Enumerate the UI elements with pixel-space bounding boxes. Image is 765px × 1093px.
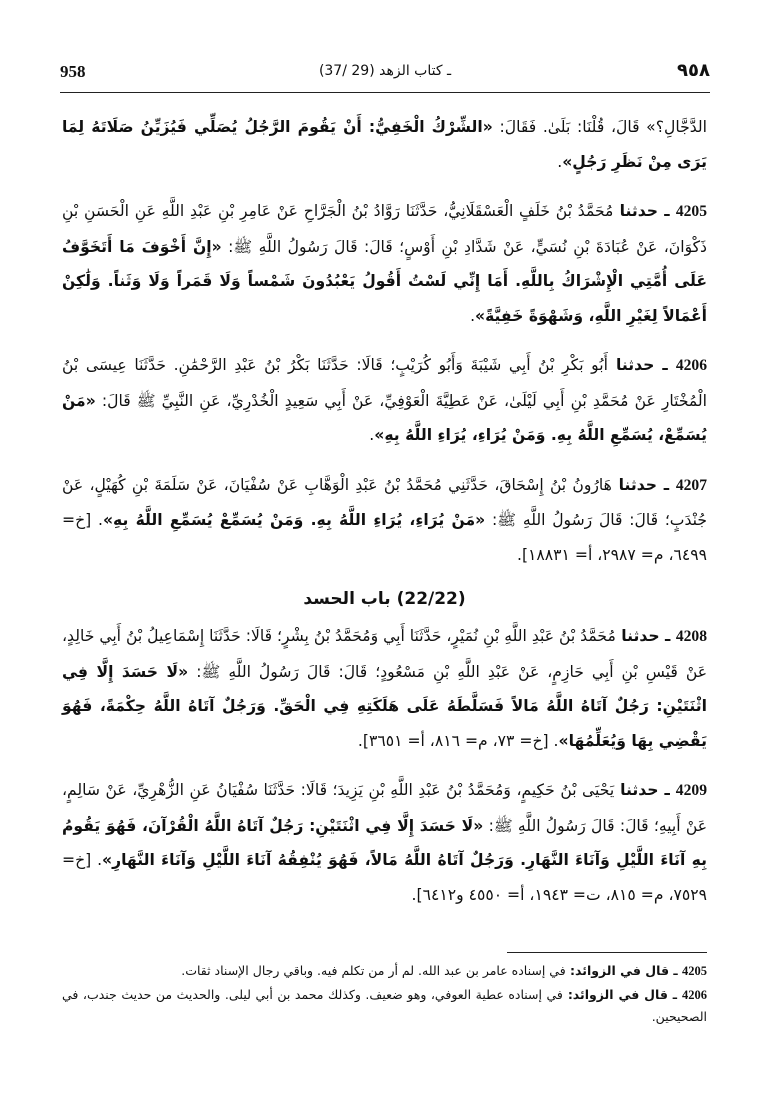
hadith-4207 [62,468,707,573]
end-mark: . [369,426,375,444]
continuation-paragraph [62,110,707,179]
hadith-4205 [62,194,707,333]
haddathana-keyword: ـ حدثنا [611,475,676,494]
footnotes [62,960,707,1030]
main-text [62,110,707,927]
footnote-rule [507,952,707,953]
page-header [60,60,710,90]
hadith-isnad: أَبُو بَكْرِ بْنُ أَبِي شَيْبَةَ وَأَبُو كُرَيْبٍ؛ قَالَا: حَدَّثَنَا بَكْرُ بْنُ عَبْدِ الرَّحْمَٰنِ. حَدَّثَنَا عِيسَى بْنُ الْمُخْتَارِ عَنْ مُحَمَّدِ بْنِ أَبِي لَيْلَىٰ، عَنْ عَطِيَّةَ الْعَوْفِيِّ، عَنْ أَبِي سَعِيدٍ الْخُدْرِيِّ، عَنِ النَّبِيِّ ﷺ قَالَ: [62,356,707,410]
hadith-matn: «مَنْ يُرَاءِ، يُرَاءِ اللَّهُ بِهِ. وَمَنْ يُسَمِّعْ يُسَمِّعِ اللَّهُ بِهِ» [102,511,486,529]
running-title: (37/ 29) ـ كتاب الزهد [318,63,452,79]
haddathana-keyword: ـ حدثنا [613,202,676,220]
hadith-4206 [62,348,707,453]
hadith-isnad: هَارُونُ بْنُ إِسْحَاقَ، حَدَّثَنِي مُحَمَّدُ بْنُ عَبْدِ الْوَهَّابِ عَنْ سُفْيَانَ، عَنْ سَلَمَةَ بْنِ كُهَيْلٍ، عَنْ جُنْدَبٍ؛ قَالَ: قَالَ رَسُولُ اللَّهِ ﷺ: [62,475,707,529]
end-mark: . [557,152,563,171]
page-number-latin: 958 [60,62,86,81]
footnote-text: في إسناده عطية العوفي، وهو ضعيف. وكذلك محمد بن أبي ليلى. والحديث من حديث جندب، في الصحيحين. [62,987,707,1024]
hadith-4209 [62,773,707,912]
hadith-isnad: مُحَمَّدُ بْنُ عَبْدِ اللَّهِ بْنِ نُمَيْرٍ، حَدَّثَنَا أَبِي وَمُحَمَّدُ بْنُ بِشْرٍ؛ قَالَا: حَدَّثَنَا إِسْمَاعِيلُ بْنُ أَبِي خَالِدٍ، عَنْ قَيْسِ بْنِ أَبِي حَازِمٍ، عَنْ عَبْدِ اللَّهِ بْنِ مَسْعُودٍ؛ قَالَ: قَالَ رَسُولُ اللَّهِ ﷺ: [62,627,708,681]
haddathana-keyword: ـ حدثنا [614,781,676,799]
footnote-number: 4206 [682,988,707,1002]
haddathana-keyword: ـ حدثنا [615,627,676,645]
continuation-text: الدَّجَّالِ؟» قَالَ، قُلْنَا: بَلَىٰ. فَقَالَ: [492,118,707,136]
haddathana-keyword: ـ حدثنا [607,356,676,374]
header-rule [60,92,710,93]
hadith-matn: «مَنْ يُسَمِّعْ، يُسَمِّعِ اللَّهُ بِهِ. وَمَنْ يُرَاءِ، يُرَاءِ اللَّهُ بِهِ» [62,391,707,444]
hadith-matn: «لَا حَسَدَ إِلَّا فِي اثْنَتَيْنِ: رَجُلٌ آتَاهُ اللَّهُ مَالاً فَسَلَّطَهُ عَلَى هَلَكَتِهِ فِي الْحَقِّ. وَرَجُلٌ آتَاهُ اللَّهُ حِكْمَةً، فَهُوَ يَقْضِي بِهَا وَيُعَلِّمُهَا» [62,662,707,750]
footnote-text: في إسناده عامر بن عبد الله. لم أر من تكلم فيه. وباقي رجال الإسناد ثقات. [181,963,566,978]
hadith-matn: «لَا حَسَدَ إِلَّا فِي اثْنَتَيْنِ: رَجُلٌ آتَاهُ اللَّهُ الْقُرْآنَ، فَهُوَ يَقُومُ بِهِ آنَاءَ اللَّيْلِ وَآنَاءَ النَّهَارِ. وَرَجُلٌ آتَاهُ اللَّهُ مَالاً، فَهُوَ يُنْفِقُهُ آنَاءَ اللَّيْلِ وَآنَاءَ النَّهَارِ» [62,816,707,869]
hadith-number: 4206 [675,357,707,374]
footnote-number: 4205 [682,964,707,978]
hadith-number: 4208 [675,628,707,645]
end-mark: . [470,306,476,325]
page-number-arabic: ٩٥٨ [677,60,710,81]
footnote-4206 [62,984,707,1028]
takhrij-reference: . [خ= ٧٥٢٩، م= ٨١٥، ت= ١٩٤٣، أ= ٤٥٥٠ و٦٤١٢]. [62,851,707,904]
hadith-isnad: مُحَمَّدُ بْنُ خَلَفٍ الْعَسْقَلَانِيُّ، حَدَّثَنَا رَوَّادُ بْنُ الْجَرَّاحِ عَنْ عَامِرِ بْنِ عَبْدِ اللَّهِ عَنِ الْحَسَنِ بْنِ ذَكْوَانَ، عَنْ عُبَادَةَ بْنِ نُسَيٍّ، عَنْ شَدَّادِ بْنِ أَوْسٍ؛ قَالَ: قَالَ رَسُولُ اللَّهِ ﷺ: [62,202,707,256]
footnote-4205 [62,960,707,982]
footnote-label: ـ قال في الزوائد: [562,987,682,1002]
chapter-heading: (22/22) باب الحسد [303,589,466,609]
hadith-number: 4205 [675,203,707,220]
hadith-4208 [62,619,707,758]
hadith-matn: «الشِّرْكُ الْخَفِيُّ: أَنْ يَقُومَ الرَّجُلُ يُصَلِّي فَيُزَيِّنُ صَلَاتَهُ لِمَا يَرَى مِنْ نَظَرِ رَجُلٍ» [62,118,707,171]
hadith-number: 4207 [675,476,707,494]
hadith-isnad: يَحْيَى بْنُ حَكِيمٍ، وَمُحَمَّدُ بْنُ عَبْدِ اللَّهِ بْنِ يَزِيدَ؛ قَالَا: حَدَّثَنَا سُفْيَانُ عَنِ الزُّهْرِيِّ، عَنْ سَالِمٍ، عَنْ أَبِيهِ؛ قَالَ: قَالَ رَسُولُ اللَّهِ ﷺ: [62,781,707,835]
hadith-number: 4209 [675,782,707,799]
takhrij-reference: . [خ= ٦٤٩٩، م= ٢٩٨٧، أ= ١٨٨٣١]. [62,511,707,564]
takhrij-reference: . [خ= ٧٣، م= ٨١٦، أ= ٣٦٥١]. [357,731,559,750]
footnote-label: ـ قال في الزوائد: [565,963,682,978]
hadith-matn: «إِنَّ أَخْوَفَ مَا أَتَخَوَّفُ عَلَى أُمَّتِي الْإِشْرَاكُ بِاللَّهِ. أَمَا إِنِّي لَسْتُ أَقُولُ يَعْبُدُونَ شَمْساً وَلَا قَمَراً وَلَا وَثَناً. وَلَٰكِنْ أَعْمَالاً لِغَيْرِ اللَّهِ، وَشَهْوَةً خَفِيَّةً» [62,237,707,325]
